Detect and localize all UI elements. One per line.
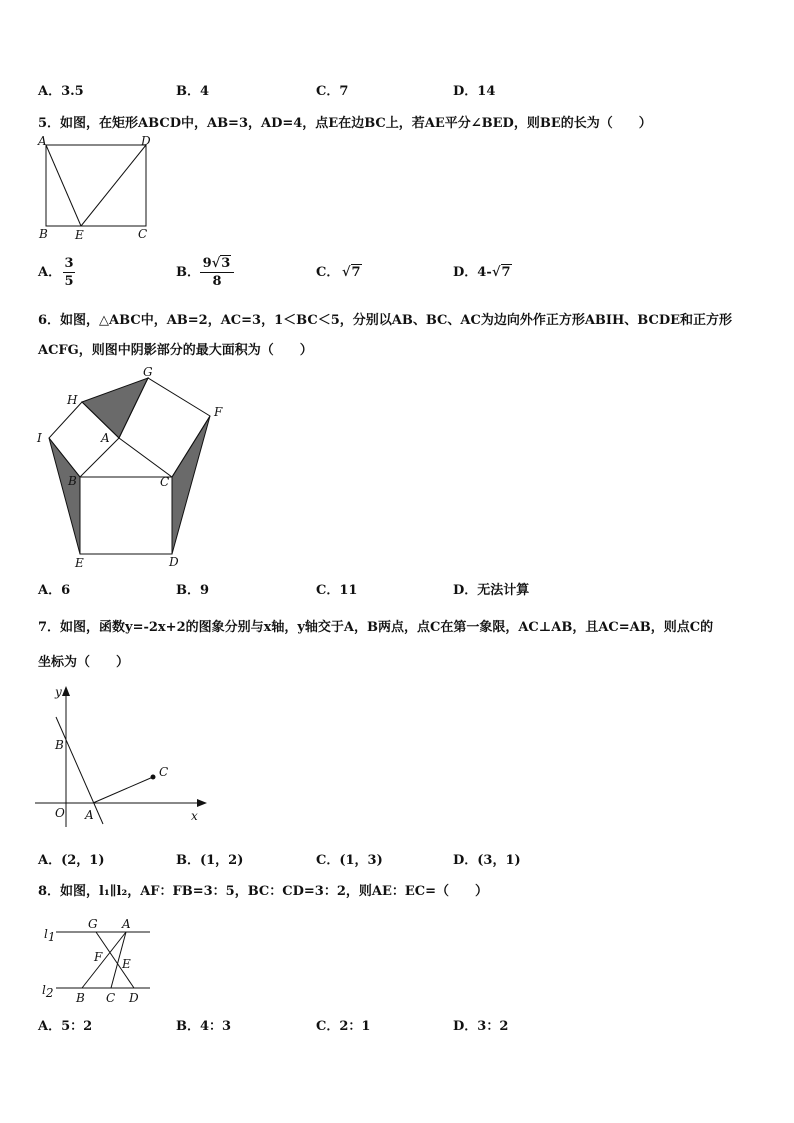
q7-option-a: A．(2，1) xyxy=(38,853,105,868)
q6-label-f: F xyxy=(214,405,223,419)
radicand: 7 xyxy=(501,265,511,280)
q6-option-a: A．6 xyxy=(38,583,71,598)
denominator: 5 xyxy=(64,274,74,289)
q5-option-c-prefix: C． xyxy=(316,265,340,280)
q5-option-d-prefix: D．4- xyxy=(453,265,492,280)
q5-stem: 5．如图，在矩形ABCD中，AB=3，AD=4，点E在边BC上，若AE平分∠BED，则BE的长为（ ） xyxy=(38,116,652,131)
q6-label-g: G xyxy=(143,365,153,379)
denominator: 8 xyxy=(212,274,222,289)
q6-option-c: C．11 xyxy=(316,583,358,598)
q7-option-d: D．(3，1) xyxy=(453,853,521,868)
q8-option-d: D．3：2 xyxy=(453,1019,509,1034)
q6-label-c: C xyxy=(160,475,170,489)
q8-label-b: B xyxy=(76,991,85,1005)
numerator: 9√3 xyxy=(202,256,231,271)
coefficient: 9 xyxy=(202,256,212,271)
q7-label-a: A xyxy=(85,808,94,822)
q7-stem-line1: 7．如图，函数y=-2x+2的图象分别与x轴，y轴交于A，B两点，点C在第一象限，AC⊥AB，且AC=AB，则点C的 xyxy=(38,620,714,635)
q5-label-e: E xyxy=(75,228,84,242)
q6-stem-line2: ACFG，则图中阴影部分的最大面积为（ ） xyxy=(38,343,313,358)
q6-stem-line1: 6．如图，△ABC中，AB=2，AC=3，1＜BC＜5，分别以AB、BC、AC为边向外作正方形ABIH、BCDE和正方形 xyxy=(38,313,733,328)
q8-option-a: A．5：2 xyxy=(38,1019,93,1034)
q5-label-c: C xyxy=(138,227,148,241)
q6-label-i: I xyxy=(37,431,42,445)
q5-option-d-sqrt: √7 xyxy=(492,265,511,280)
q5-option-b-prefix: B． xyxy=(176,265,200,280)
q4-option-d: D．14 xyxy=(453,84,496,99)
q7-option-c: C．(1，3) xyxy=(316,853,383,868)
q7-stem-line2: 坐标为（ ） xyxy=(38,655,130,670)
q8-label-f: F xyxy=(94,950,103,964)
q5-option-c-sqrt: √7 xyxy=(342,265,361,280)
numerator: 3 xyxy=(64,256,74,271)
q5-option-a-prefix: A． xyxy=(38,265,62,280)
q6-label-d: D xyxy=(169,555,179,569)
q7-label-y: y xyxy=(55,685,62,699)
q5-label-a: A xyxy=(38,134,47,148)
q8-label-a: A xyxy=(122,917,131,931)
q6-option-b: B．9 xyxy=(176,583,210,598)
q5-label-b: B xyxy=(39,227,48,241)
q8-label-l1: l1 xyxy=(44,927,56,944)
q8-stem: 8．如图，l₁∥l₂，AF：FB=3：5，BC：CD=3：2，则AE：EC=（ ） xyxy=(38,884,489,899)
q8-label-c: C xyxy=(106,991,116,1005)
q8-option-c: C．2：1 xyxy=(316,1019,371,1034)
radicand: 7 xyxy=(351,265,361,280)
q5-option-b-fraction xyxy=(200,256,234,289)
q5-option-a-fraction xyxy=(63,256,75,289)
q8-label-g: G xyxy=(88,917,98,931)
q4-option-a: A．3.5 xyxy=(38,84,84,99)
q7-figure xyxy=(35,682,215,827)
q6-label-h: H xyxy=(67,393,78,407)
q7-label-x: x xyxy=(191,809,198,823)
q8-label-l2: l2 xyxy=(42,983,54,1000)
q7-label-o: O xyxy=(55,806,65,820)
q6-option-d: D．无法计算 xyxy=(453,583,530,598)
q7-label-c: C xyxy=(159,765,169,779)
q7-option-b: B．(1，2) xyxy=(176,853,244,868)
q4-option-c: C．7 xyxy=(316,84,349,99)
q8-label-d: D xyxy=(129,991,139,1005)
q5-label-d: D xyxy=(141,134,151,148)
fraction-bar xyxy=(200,272,234,273)
q6-figure xyxy=(35,364,230,574)
q7-label-b: B xyxy=(55,738,64,752)
q6-label-a: A xyxy=(101,431,110,445)
q8-figure xyxy=(38,912,158,1007)
q6-label-e: E xyxy=(75,556,84,570)
q5-figure xyxy=(35,136,165,246)
q4-option-b: B．4 xyxy=(176,84,210,99)
radicand: 3 xyxy=(221,256,231,271)
fraction-bar xyxy=(63,272,75,273)
q8-option-b: B．4：3 xyxy=(176,1019,232,1034)
q6-label-b: B xyxy=(68,474,77,488)
q8-label-e: E xyxy=(122,957,131,971)
